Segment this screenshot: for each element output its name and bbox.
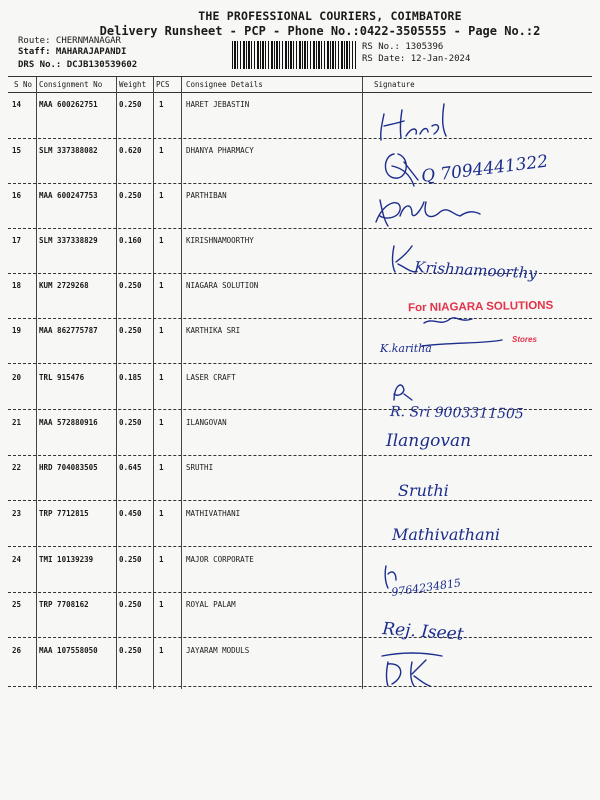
col-header-pcs: PCS: [156, 80, 170, 89]
row-consignment: HRD 704083505: [39, 463, 98, 472]
signature-19-name: K.karitha: [380, 342, 432, 355]
row-consignee: LASER CRAFT: [186, 373, 236, 382]
table-header-rule: [8, 92, 592, 93]
row-pcs: 1: [159, 236, 164, 245]
col-header-consignment: Consignment No: [39, 80, 103, 89]
row-consignment: MAA 862775787: [39, 326, 98, 335]
signature-26-text: DK: [362, 96, 364, 97]
signature-17-name: Krishnamoorthy: [413, 258, 538, 283]
signature-22-name: Sruthi: [398, 481, 449, 500]
row-weight: 0.250: [119, 555, 142, 564]
row-weight: 0.250: [119, 418, 142, 427]
row-pcs: 1: [159, 463, 164, 472]
signature-20: [389, 385, 524, 422]
row-consignment: MAA 572880916: [39, 418, 98, 427]
row-consignment: MAA 600262751: [39, 100, 98, 109]
row-consignment: TMI 10139239: [39, 555, 94, 564]
row-consignee: SRUTHI: [186, 463, 214, 472]
row-pcs: 1: [159, 373, 164, 382]
row-pcs: 1: [159, 509, 164, 518]
signature-21-name: Ilangovan: [386, 431, 472, 451]
row-sno: 16: [12, 191, 22, 200]
row-consignee: DHANYA PHARMACY: [186, 146, 254, 155]
row-sno: 19: [12, 326, 22, 335]
runsheet-subtitle: Delivery Runsheet - PCP - Phone No.:0422-3505555 - Page No.:2: [99, 24, 541, 38]
row-weight: 0.450: [119, 509, 142, 518]
row-pcs: 1: [159, 326, 164, 335]
row-sno: 14: [12, 100, 22, 109]
row-pcs: 1: [159, 146, 164, 155]
row-sno: 20: [12, 373, 22, 382]
row-consignee: MAJOR CORPORATE: [186, 555, 254, 564]
row-pcs: 1: [159, 646, 164, 655]
row-pcs: 1: [159, 600, 164, 609]
col-header-weight: Weight: [119, 80, 147, 89]
row-sno: 26: [12, 646, 22, 655]
row-pcs: 1: [159, 100, 164, 109]
signature-16: [376, 200, 480, 226]
signature-21: [385, 431, 471, 451]
row-sno: 18: [12, 281, 22, 290]
signature-25: [381, 619, 465, 645]
row-consignment: KUM 2729268: [39, 281, 89, 290]
route-label: Route: CHERNMANAGAR: [18, 36, 121, 46]
signature-25-name: Rej. Iseet: [381, 619, 465, 645]
row-weight: 0.250: [119, 326, 142, 335]
row-consignee: PARTHIBAN: [186, 191, 227, 200]
table-top-rule: [8, 76, 592, 77]
col-header-signature: Signature: [374, 80, 415, 89]
signature-14: [381, 104, 446, 140]
row-consignee: JAYARAM MODULS: [186, 646, 250, 655]
drs-number: DRS No.: DCJB130539602: [18, 60, 138, 70]
row-sno: 22: [12, 463, 22, 472]
row-consignee: NIAGARA SOLUTION: [186, 281, 259, 290]
row-consignment: TRL 915476: [39, 373, 85, 382]
row-weight: 0.160: [119, 236, 142, 245]
row-pcs: 1: [159, 191, 164, 200]
row-sno: 15: [12, 146, 22, 155]
signature-24: [385, 566, 462, 599]
row-sno: 24: [12, 555, 22, 564]
row-consignee: MATHIVATHANI: [186, 509, 241, 518]
row-weight: 0.250: [119, 281, 142, 290]
row-consignment: SLM 337338829: [39, 236, 98, 245]
signature-22: [398, 481, 449, 500]
row-consignee: HARET JEBASTIN: [186, 100, 250, 109]
signature-15: [385, 152, 549, 187]
row-weight: 0.250: [119, 191, 142, 200]
rs-number: RS No.: 1305396: [362, 42, 444, 52]
row-pcs: 1: [159, 555, 164, 564]
rs-date: RS Date: 12-Jan-2024: [362, 54, 471, 64]
col-header-sno: S No: [14, 80, 33, 89]
row-weight: 0.250: [119, 100, 142, 109]
signature-24-phone: 9764234815: [390, 576, 462, 599]
signature-23: [391, 525, 500, 544]
row-pcs: 1: [159, 418, 164, 427]
row-sno: 23: [12, 509, 22, 518]
row-sno: 21: [12, 418, 22, 427]
stamp-initials: [420, 313, 480, 329]
row-consignment: TRP 7708162: [39, 600, 89, 609]
row-weight: 0.645: [119, 463, 142, 472]
row-consignee: KARTHIKA SRI: [186, 326, 241, 335]
row-weight: 0.250: [119, 600, 142, 609]
row-consignment: SLM 337388082: [39, 146, 98, 155]
staff-label: Staff: MAHARAJAPANDI: [18, 47, 127, 57]
row-weight: 0.620: [119, 146, 142, 155]
stamp-subtext: Stores: [512, 335, 537, 344]
barcode-image: [232, 41, 356, 69]
row-sno: 17: [12, 236, 22, 245]
row-pcs: 1: [159, 281, 164, 290]
company-stamp: For NIAGARA SOLUTIONS: [407, 299, 554, 315]
signature-20-text: R. Sri 9003311505: [389, 404, 524, 423]
row-consignment: MAA 600247753: [39, 191, 98, 200]
signature-15-phone: Q 7094441322: [420, 151, 550, 187]
signature-23-name: Mathivathani: [392, 525, 501, 544]
row-sno: 25: [12, 600, 22, 609]
col-header-consignee: Consignee Details: [186, 80, 263, 89]
signature-19: [379, 340, 502, 355]
row-weight: 0.250: [119, 646, 142, 655]
row-weight: 0.185: [119, 373, 142, 382]
signature-17: [393, 246, 538, 282]
signature-column: [362, 96, 598, 688]
row-consignment: MAA 107558050: [39, 646, 98, 655]
row-consignee: ILANGOVAN: [186, 418, 227, 427]
company-title: THE PROFESSIONAL COURIERS, COIMBATORE: [198, 9, 462, 23]
row-consignee: KIRISHNAMOORTHY: [186, 236, 254, 245]
row-consignee: ROYAL PALAM: [186, 600, 236, 609]
row-consignment: TRP 7712815: [39, 509, 89, 518]
